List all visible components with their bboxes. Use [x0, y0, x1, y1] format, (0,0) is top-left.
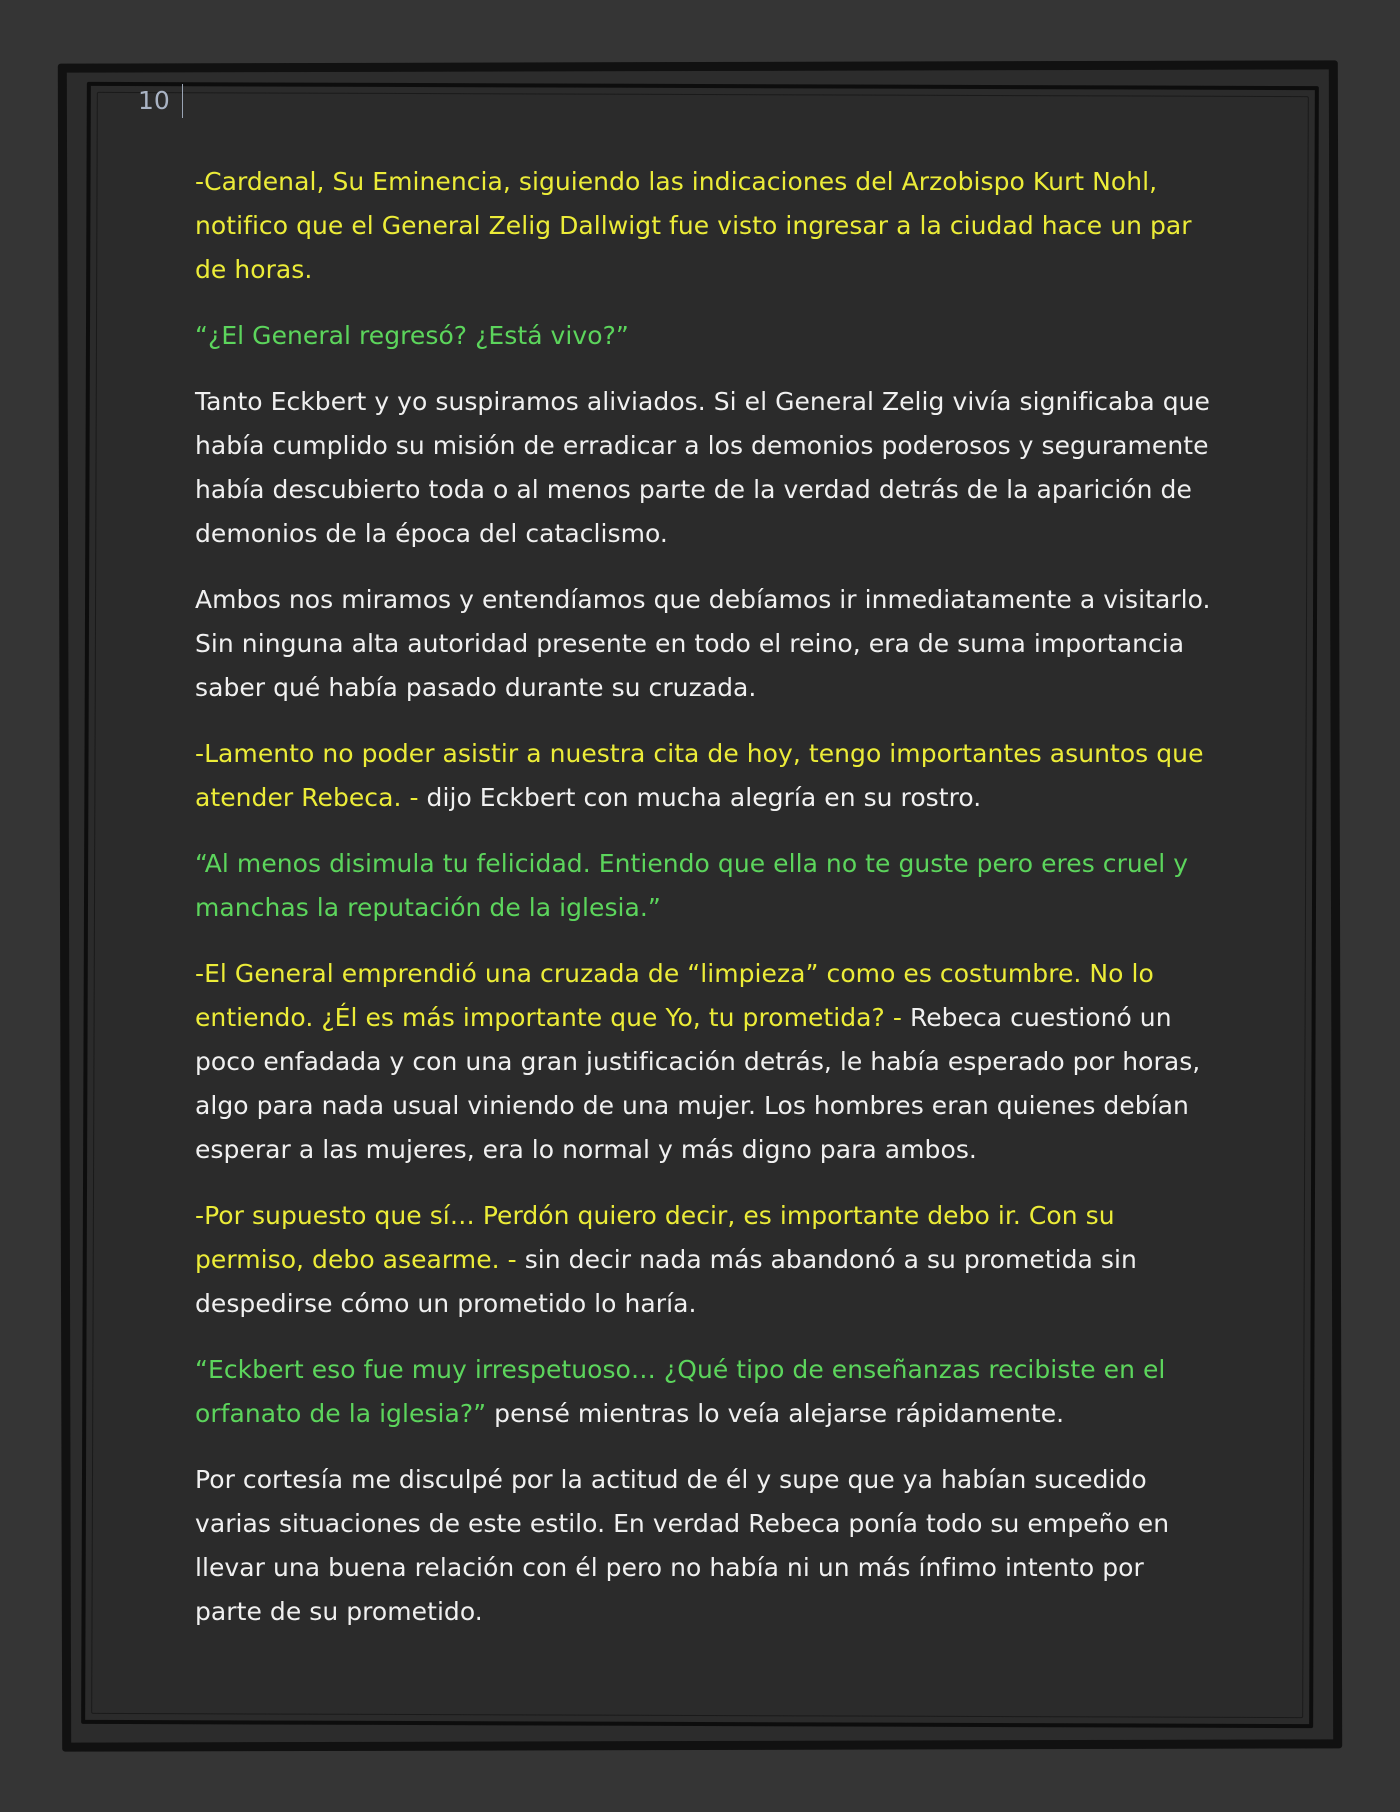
- paragraph: [195, 952, 1215, 1172]
- narration-text: Ambos nos miramos y entendíamos que debíamos ir inmediatamente a visitarlo. Sin ninguna alta autoridad presente en todo el reino, era de suma importancia saber qué había pasado durante su cruzada.: [195, 585, 1211, 702]
- dialogue-text: -Por supuesto que sí… Perdón quiero decir, es importante debo ir. Con su permiso, debo asearme. -: [195, 1201, 1115, 1274]
- dialogue-text: -Lamento no poder asistir a nuestra cita de hoy, tengo importantes asuntos que atender Rebeca. -: [195, 739, 1204, 812]
- paragraph: [195, 314, 1215, 358]
- narration-text: Por cortesía me disculpé por la actitud de él y supe que ya habían sucedido varias situaciones de este estilo. En verdad Rebeca ponía todo su empeño en llevar una buena relación con él pero no había ni un más ínfimo intento por parte de su prometido.: [195, 1465, 1170, 1626]
- thought-text: “¿El General regresó? ¿Está vivo?”: [195, 321, 629, 350]
- paragraph: [195, 1348, 1215, 1436]
- paragraph: [195, 160, 1215, 292]
- thought-text: “Eckbert eso fue muy irrespetuoso… ¿Qué tipo de enseñanzas recibiste en el orfanato de la iglesia?”: [195, 1355, 1166, 1428]
- narration-text: sin decir nada más abandonó a su prometida sin despedirse cómo un prometido lo haría.: [195, 1245, 1137, 1318]
- page-body: [195, 160, 1215, 1656]
- narration-text: dijo Eckbert con mucha alegría en su rostro.: [426, 783, 982, 812]
- narration-text: Tanto Eckbert y yo suspiramos aliviados. Si el General Zelig vivía significaba que había cumplido su misión de erradicar a los demonios poderosos y seguramente había descubierto toda o al menos parte de la verdad detrás de la aparición de demonios de la época del cataclismo.: [195, 387, 1210, 548]
- paragraph: [195, 578, 1215, 710]
- dialogue-text: -El General emprendió una cruzada de “limpieza” como es costumbre. No lo entiendo. ¿Él es más importante que Yo, tu prometida? -: [195, 959, 1154, 1032]
- narration-text: pensé mientras lo veía alejarse rápidamente.: [494, 1399, 1065, 1428]
- narration-text: Rebeca cuestionó un poco enfadada y con una gran justificación detrás, le había esperado por horas, algo para nada usual viniendo de una mujer. Los hombres eran quienes debían esperar a las mujeres, era lo normal y más digno para ambos.: [195, 1003, 1201, 1164]
- paragraph: [195, 842, 1215, 930]
- thought-text: “Al menos disimula tu felicidad. Entiendo que ella no te guste pero eres cruel y manchas la reputación de la iglesia.”: [195, 849, 1189, 922]
- page-number: 10: [138, 84, 183, 118]
- paragraph: [195, 1194, 1215, 1326]
- paragraph: [195, 1458, 1215, 1634]
- dialogue-text: -Cardenal, Su Eminencia, siguiendo las indicaciones del Arzobispo Kurt Nohl, notifico que el General Zelig Dallwigt fue visto ingresar a la ciudad hace un par de horas.: [195, 167, 1192, 284]
- paragraph: [195, 380, 1215, 556]
- paragraph: [195, 732, 1215, 820]
